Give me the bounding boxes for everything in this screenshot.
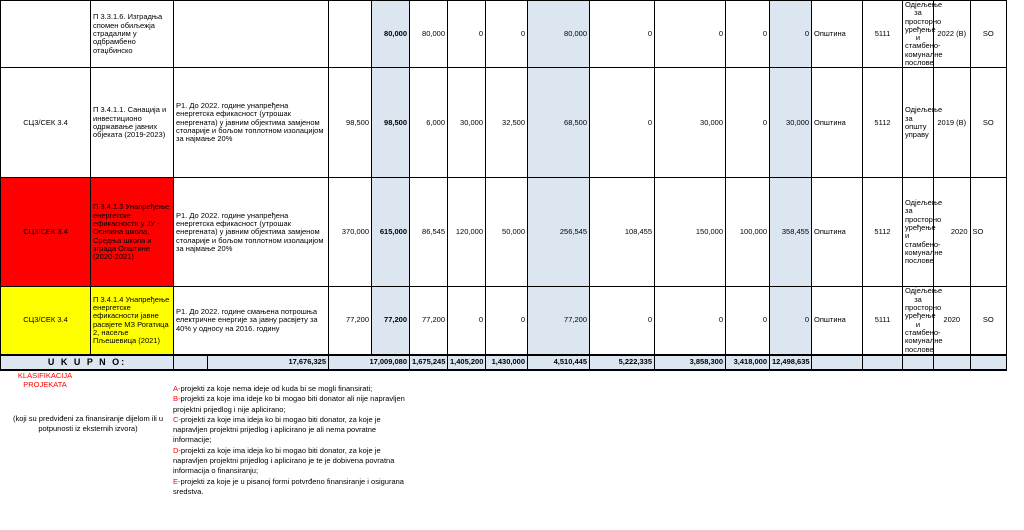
amount-cell: 120,000 [448, 178, 486, 287]
totals-label: U K U P N O: [1, 355, 174, 370]
amount-cell: 32,500 [486, 68, 528, 178]
source-cell: SO [970, 178, 1007, 287]
total-cell: 12,498,635 [770, 355, 812, 370]
legend-text: projekti za koje je u pisanoj formi potvrđeno finansiranje i osigurana sredstva. [173, 476, 404, 496]
empty-cell [934, 355, 971, 370]
total-cell: 17,676,325 [208, 355, 329, 370]
year-cell: 2020 [934, 287, 971, 355]
legend-letter: C- [173, 414, 181, 424]
goal-cell: Р1. До 2022. године унапређена енергетска ефикасност (утрошак енергената) у јавним објектима замјеном столарије и бољом топлотном изолацијом за најмање 20% [174, 68, 329, 178]
legend-letter: B- [173, 394, 181, 404]
amount-cell: 30,000 [770, 68, 812, 178]
code-cell: СЦ3/СЕК 3.4 [1, 178, 91, 287]
table-row [1, 287, 1007, 355]
table-row [1, 178, 1007, 287]
legend-letter: A- [173, 384, 181, 393]
amount-cell: 358,455 [770, 178, 812, 287]
legend-list [173, 384, 413, 497]
account-cell: 5111 [863, 1, 903, 68]
holder-cell: Општина [812, 68, 863, 178]
amount-cell: 256,545 [528, 178, 590, 287]
total-amount-cell: 77,200 [372, 287, 410, 355]
year-cell: 2022 (B) [934, 1, 971, 68]
amount-cell: 86,545 [410, 178, 448, 287]
amount-cell: 150,000 [655, 178, 726, 287]
amount-cell: 0 [590, 1, 655, 68]
goal-cell [174, 1, 329, 68]
legend-note: (koji su predviđeni za finansiranje dijelom ili u potpunosti iz eksternih izvora) [12, 414, 164, 433]
amount-cell: 0 [726, 287, 770, 355]
amount-cell: 0 [655, 1, 726, 68]
total-cell: 1,405,200 [448, 355, 486, 370]
project-cell: П 3.4.1.3 Унапређење енергетске ефикасности у ЈУ - Основна школа, Средња школа и зграда Општине (2020-2021) [91, 178, 174, 287]
amount-cell: 80,000 [528, 1, 590, 68]
year-cell: 2020 [934, 178, 971, 287]
legend-text: projekti za koje ima ideje ko bi mogao biti donator ali nije napravljen projektni prijedlog i nije aplicirano; [173, 394, 405, 414]
total-cell: 3,858,300 [655, 355, 726, 370]
amount-cell: 80,000 [410, 1, 448, 68]
legend-letter: E- [173, 476, 181, 486]
amount-cell: 0 [448, 287, 486, 355]
responsible-cell: Одјељење за просторно уређење и стамбено-комуналне послове [903, 1, 934, 68]
amount-cell: 0 [590, 68, 655, 178]
amount-cell: 6,000 [410, 68, 448, 178]
amount-cell: 0 [590, 287, 655, 355]
code-cell: СЦ3/СЕК 3.4 [1, 68, 91, 178]
empty-cell [903, 355, 934, 370]
amount-cell: 50,000 [486, 178, 528, 287]
goal-cell: Р1. До 2022. године унапређена енергетска ефикасност (утрошак енергената) у јавним објектима замјеном столарије и бољом топлотном изолацијом за најмање 20% [174, 178, 329, 287]
amount-cell: 77,200 [329, 287, 372, 355]
table-row [1, 1, 1007, 68]
account-cell: 5112 [863, 68, 903, 178]
total-amount-cell: 615,000 [372, 178, 410, 287]
holder-cell: Општина [812, 1, 863, 68]
code-cell [1, 1, 91, 68]
holder-cell: Општина [812, 178, 863, 287]
amount-cell: 0 [770, 1, 812, 68]
amount-cell: 68,500 [528, 68, 590, 178]
amount-cell: 30,000 [448, 68, 486, 178]
amount-cell [329, 1, 372, 68]
amount-cell: 0 [486, 287, 528, 355]
total-amount-cell: 80,000 [372, 1, 410, 68]
total-cell: 4,510,445 [528, 355, 590, 370]
total-cell: 5,222,335 [590, 355, 655, 370]
legend-item [173, 394, 413, 415]
legend-text: projekti za koje ima ideja ko bi mogao biti donator, za koje je napravljen projektni prijedlog i aplicirano je ali nema povratne informacije; [173, 414, 381, 445]
legend-text: projekti za koje ima ideja ko bi mogao biti donator, za koje je napravljen projektni prijedlog i aplicirano je te je dobivena povratna informacija o finansiranju; [173, 445, 395, 476]
amount-cell: 100,000 [726, 178, 770, 287]
total-cell: 1,430,000 [486, 355, 528, 370]
project-cell: П 3.4.1.1. Санација и инвестиционо одржавање јавних објеката (2019-2023) [91, 68, 174, 178]
total-cell: 1,675,245 [410, 355, 448, 370]
year-cell: 2019 (B) [934, 68, 971, 178]
amount-cell: 370,000 [329, 178, 372, 287]
amount-cell: 77,200 [528, 287, 590, 355]
account-cell: 5112 [863, 178, 903, 287]
legend-item [173, 415, 413, 446]
amount-cell: 0 [486, 1, 528, 68]
empty-cell [174, 355, 208, 370]
holder-cell: Општина [812, 287, 863, 355]
empty-cell [812, 355, 863, 370]
source-cell: SO [970, 287, 1007, 355]
source-cell: SO [970, 1, 1007, 68]
project-cell: П 3.4.1.4 Унапређење енергетске ефикасности јавне расвјете МЗ Рогатица 2, насеље Пљешевица (2021) [91, 287, 174, 355]
source-cell: SO [970, 68, 1007, 178]
responsible-cell: Одјељење за општу управу [903, 68, 934, 178]
code-cell: СЦ3/СЕК 3.4 [1, 287, 91, 355]
empty-cell [863, 355, 903, 370]
amount-cell: 108,455 [590, 178, 655, 287]
amount-cell: 0 [770, 287, 812, 355]
totals-row [1, 355, 1007, 370]
amount-cell: 0 [448, 1, 486, 68]
amount-cell: 0 [726, 68, 770, 178]
total-cell: 17,009,080 [329, 355, 410, 370]
table-row [1, 68, 1007, 178]
total-amount-cell: 98,500 [372, 68, 410, 178]
table-body [1, 1, 1007, 370]
total-cell: 3,418,000 [726, 355, 770, 370]
amount-cell: 0 [655, 287, 726, 355]
project-cell: П 3.3.1.6. Изградња спомен обиљежја страдалим у одбрамбено отаџбинско [91, 1, 174, 68]
legend-item [173, 477, 413, 498]
legend-title: KLASIFIKACIJA PROJEKATA [17, 371, 73, 389]
goal-cell: Р1. До 2022. године смањена потрошња електричне енергије за јавну расвјету за 40% у односу на 2016. годину [174, 287, 329, 355]
amount-cell: 77,200 [410, 287, 448, 355]
legend-letter: D- [173, 445, 181, 455]
amount-cell: 98,500 [329, 68, 372, 178]
amount-cell: 30,000 [655, 68, 726, 178]
legend-text: projekti za koje nema ideje od kuda bi se mogli finansirati; [180, 384, 373, 393]
empty-cell [970, 355, 1007, 370]
responsible-cell: Одјељење за просторно уређење и стамбено-комуналне послове [903, 287, 934, 355]
legend-item [173, 446, 413, 477]
account-cell: 5111 [863, 287, 903, 355]
legend-item [173, 384, 413, 394]
amount-cell: 0 [726, 1, 770, 68]
responsible-cell: Одјељење за просторно уређење и стамбено-комуналне послове [903, 178, 934, 287]
